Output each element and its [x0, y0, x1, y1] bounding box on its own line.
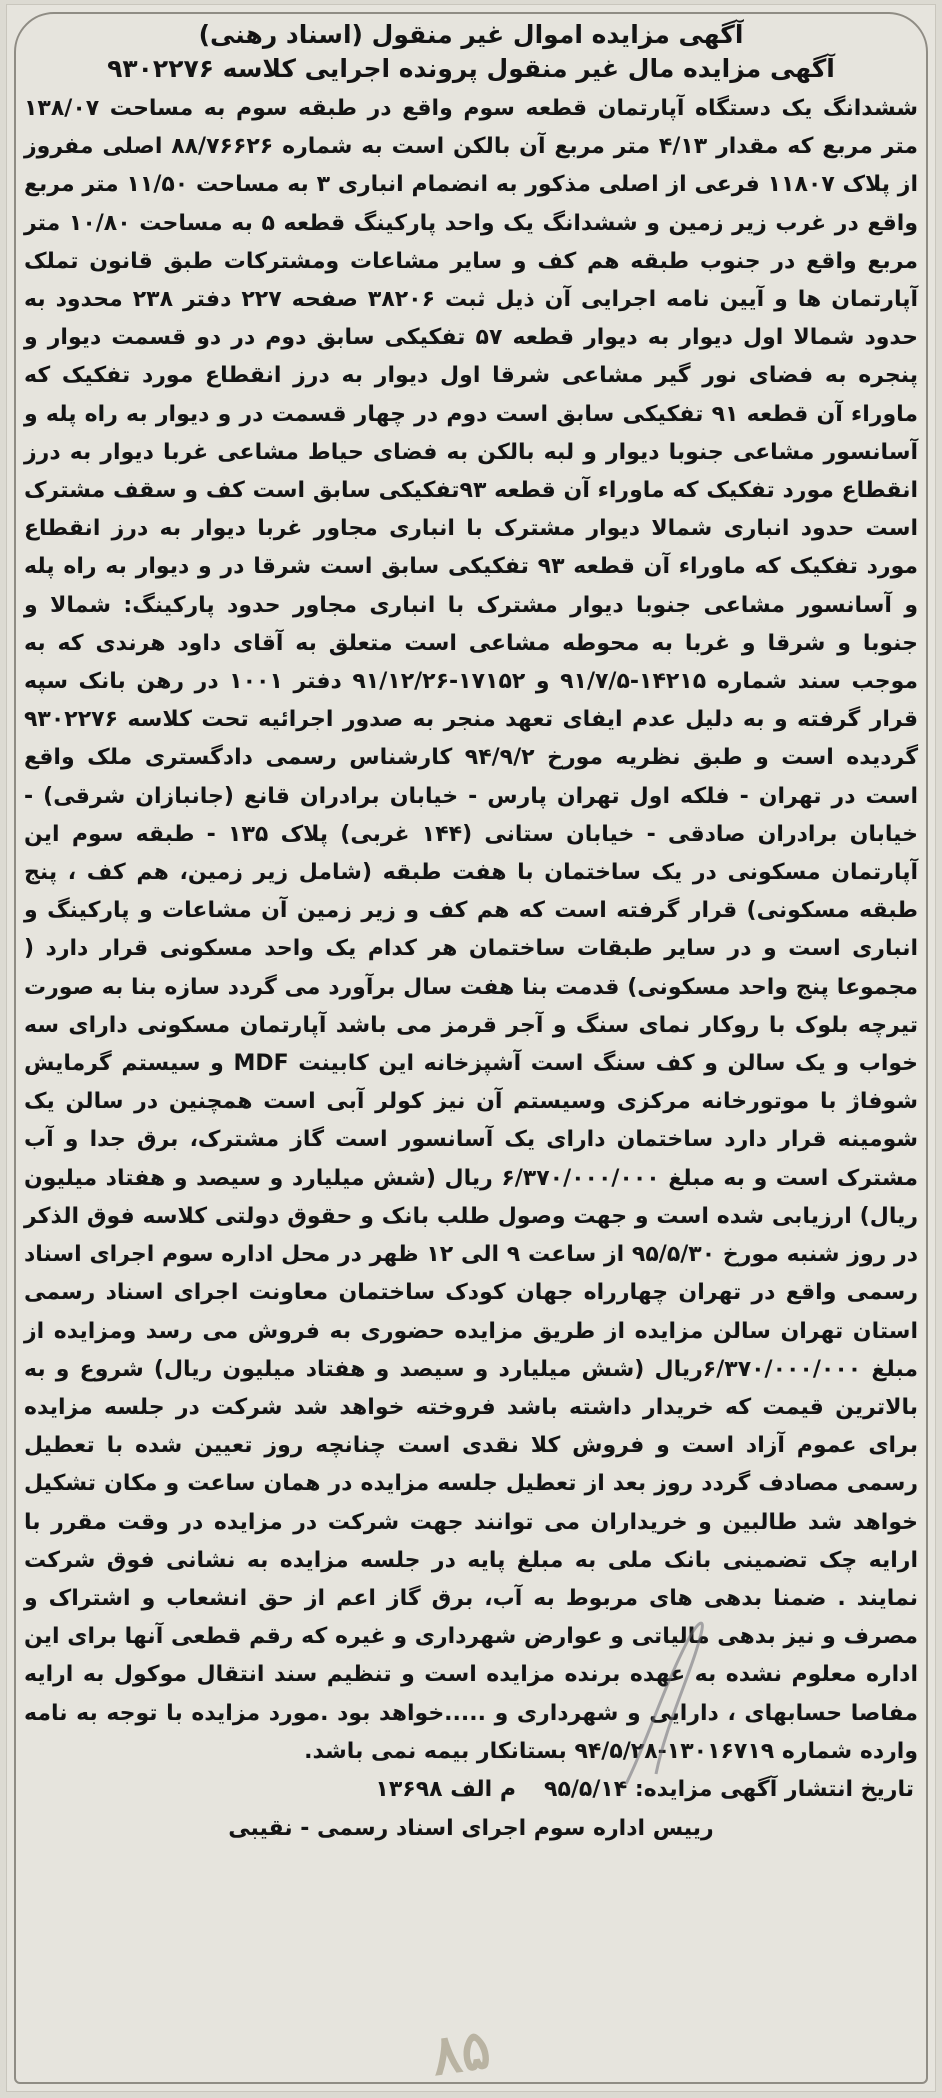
reference-code: م الف ۱۳۶۹۸ [375, 1776, 517, 1802]
publish-date: تاریخ انتشار آگهی مزایده: ۹۵/۵/۱۴ [544, 1776, 914, 1802]
notice-body: ششدانگ یک دستگاه آپارتمان قطعه سوم واقع در طبقه سوم به مساحت ۱۳۸/۰۷ متر مربع که مقدار ۴/۱۳ متر مربع آن بالکن است به شماره ۸۸/۷۶۶۲۶ اصلی مفروز از پلاک ۱۱۸۰۷ فرعی از اصلی مذکور به انضمام انباری ۳ به مساحت ۱۱/۵۰ متر مربع واقع در غرب زیر زمین و ششدانگ یک واحد پارکینگ قطعه ۵ به مساحت ۱۰/۸۰ متر مربع واقع در جنوب طبقه هم کف و سایر مشاعات ومشترکات طبق قانون تملک آپارتمان ها و آیین نامه اجرایی آن ذیل ثبت ۳۸۲۰۶ صفحه ۲۲۷ دفتر ۲۳۸ محدود به حدود شمالا اول دیوار به دیوار قطعه ۵۷ تفکیکی سابق دوم در دو قسمت دیوار و پنجره به فضای نور گیر مشاعی شرقا اول دیوار به درز انقطاع مورد تفکیک که ماوراء آن قطعه ۹۱ تفکیکی سابق است دوم در چهار قسمت در و دیوار به راه پله و آسانسور مشاعی جنوبا دیوار و لبه بالکن به فضای حیاط مشاعی غربا دیوار به درز انقطاع مورد تفکیک که ماوراء آن قطعه ۹۳تفکیکی سابق است کف و سقف مشترک است حدود انباری شمالا دیوار مشترک با انباری مجاور غربا دیوار به درز انقطاع مورد تفکیک که ماوراء آن قطعه ۹۳ تفکیکی سابق است شرقا در و دیوار به راه پله و آسانسور مشاعی جنوبا دیوار مشترک با انباری مجاور حدود پارکینگ: شمالا و جنوبا و شرقا و غربا به محوطه مشاعی است متعلق به آقای داود هرندی که به موجب سند شماره ۱۴۲۱۵-۹۱/۷/۵ و ۱۷۱۵۲-۹۱/۱۲/۲۶ دفتر ۱۰۰۱ در رهن بانک سپه قرار گرفته و به دلیل عدم ایفای تعهد منجر به صدور اجرائیه تحت کلاسه ۹۳۰۲۲۷۶ گردیده است و طبق نظریه مورخ ۹۴/۹/۲ کارشناس رسمی دادگستری ملک واقع است در تهران - فلکه اول تهران پارس - خیابان برادران قانع (جانبازان شرقی) - خیابان برادران صادقی - خیابان ستانی (۱۴۴ غربی) پلاک ۱۳۵ - طبقه سوم این آپارتمان مسکونی در یک ساختمان با هفت طبقه (شامل زیر زمین، هم کف ، پنج طبقه مسکونی) قرار گرفته است که هم کف و زیر زمین آن مشاعات و پارکینگ و انباری است و در سایر طبقات ساختمان هر کدام یک واحد مسکونی قرار دارد ( مجموعا پنج واحد مسکونی) قدمت بنا هفت سال برآورد می گردد سازه بنا به صورت تیرچه بلوک با روکار نمای سنگ و آجر قرمز می باشد آپارتمان مسکونی دارای سه خواب و یک سالن و کف سنگ است آشپزخانه این کابینت MDF و سیستم گرمایش شوفاژ با موتورخانه مرکزی وسیستم آن نیز کولر آبی است همچنین در سالن یک شومینه قرار دارد ساختمان دارای یک آسانسور است گاز مشترک، برق جدا و آب مشترک است و به مبلغ ۶/۳۷۰/۰۰۰/۰۰۰ ریال (شش میلیارد و سیصد و هفتاد میلیون ریال) ارزیابی شده است و جهت وصول طلب بانک و حقوق دولتی کلاسه فوق الذکر در روز شنبه مورخ ۹۵/۵/۳۰ از ساعت ۹ الی ۱۲ ظهر در محل اداره سوم اجرای اسناد رسمی واقع در تهران چهارراه جهان کودک ساختمان معاونت اجرای اسناد رسمی استان تهران سالن مزایده از طریق مزایده حضوری به فروش می رسد ومزایده از مبلغ ۶/۳۷۰/۰۰۰/۰۰۰ریال (شش میلیارد و سیصد و هفتاد میلیون ریال) شروع و به بالاترین قیمت که خریدار داشته باشد فروخته خواهد شد شرکت در جلسه مزایده برای عموم آزاد است و فروش کلا نقدی است چنانچه روز تعیین شده با تعطیل رسمی مصادف گردد روز بعد از تعطیل جلسه مزایده در همان ساعت و مکان تشکیل خواهد شد طالبین و خریداران می توانند جهت شرکت در مزایده در وقت مقرر با ارایه چک تضمینی بانک ملی به مبلغ پایه در جلسه مزایده به نشانی فوق شرکت نمایند . ضمنا بدهی های مربوط به آب، برق گاز اعم از حق انشعاب و اشتراک و مصرف و نیز بدهی مالیاتی و عوارض شهرداری و غیره که رقم قطعی آنها برای این اداره معلوم نشده به عهده برنده مزایده است و تنظیم سند انتقال موکول به ارایه مفاصا حسابهای ، دارایی و شهرداری و .....خواهد بود .مورد مزایده با توجه به نامه وارده شماره ۱۳۰۱۶۷۱۹-۹۴/۵/۲۸ بستانکار بیمه نمی باشد. [24, 96, 919, 1764]
page-number-stamp: ۸۵ [427, 2016, 495, 2088]
signature-line: رییس اداره سوم اجرای اسناد رسمی - نقیبی [228, 1815, 714, 1841]
publish-info-row [28, 1771, 914, 1809]
newspaper-clipping [6, 4, 936, 2092]
auction-notice [14, 12, 928, 2088]
notice-title: آگهی مزایده اموال غیر منقول (اسناد رهنی) [198, 20, 744, 49]
pen-scribble-mark [606, 1604, 716, 1794]
notice-subtitle: آگهی مزایده مال غیر منقول پرونده اجرایی کلاسه ۹۳۰۲۲۷۶ [107, 54, 835, 83]
